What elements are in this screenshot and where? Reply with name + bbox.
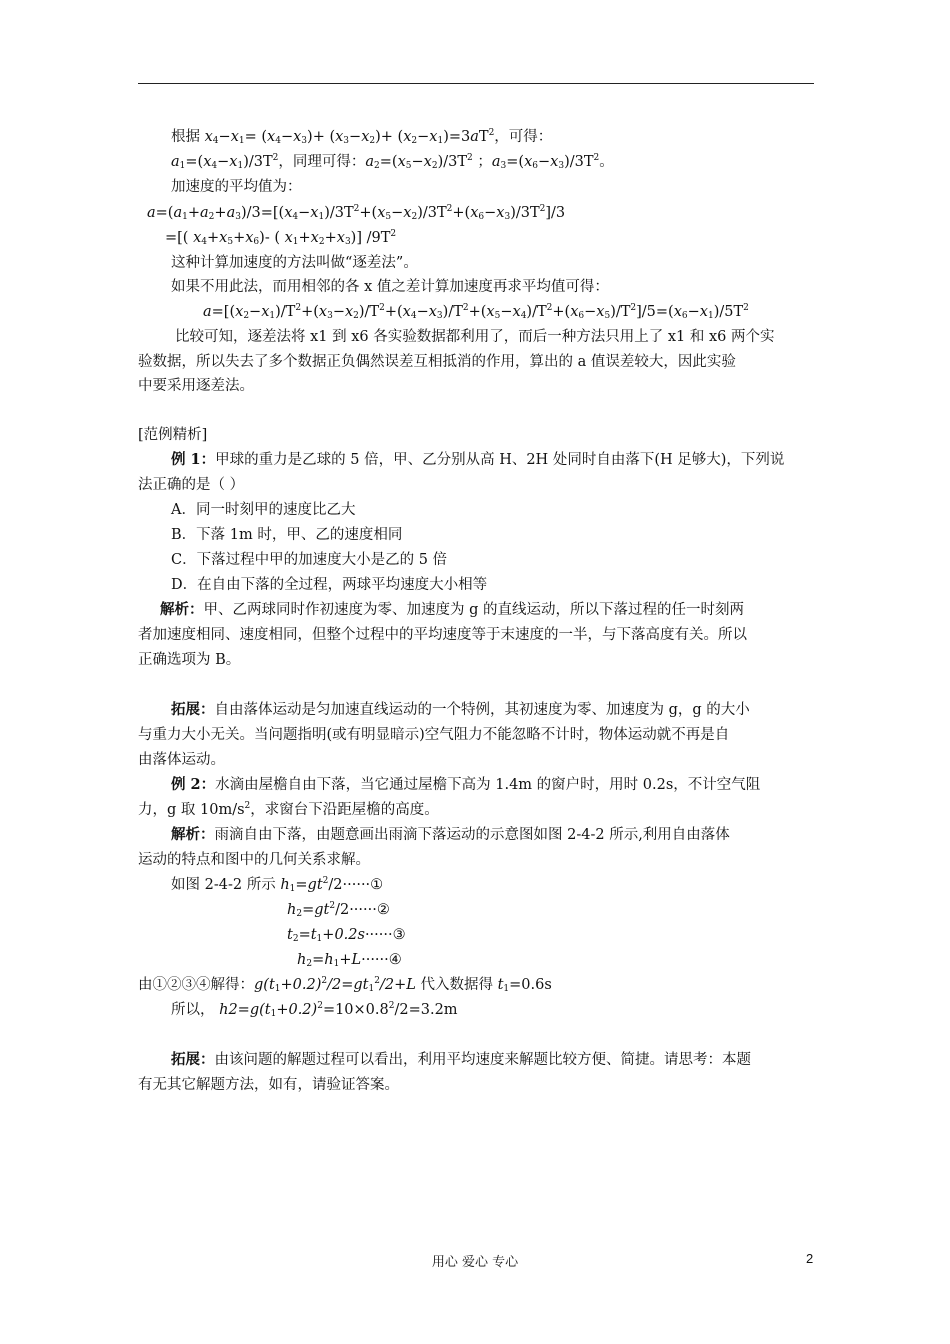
example-2-question: 例 2：水滴由屋檐自由下落，当它通过屋檐下高为 1.4m 的窗户时，用时 0.2s，不计空气阻 [171,776,761,793]
solve-line: 由①②③④解得：$g(t_1+0.2)^2/2=gt_1^2/2+L$ 代入数据得 $t_1=0.6s$ [138,976,552,994]
extension-1: 拓展：自由落体运动是匀加速直线运动的一个特例，其初速度为零、加速度为 g，g 的大小 [171,701,750,718]
equation-3: $t_2=t_1+0.2s\cdot\cdot\cdot\cdot\cdot\cdot ③$ [287,927,406,944]
formula-line-1: 根据 $x_4-x_1= (x_4-x_3)+ (x_3-x_2)+ (x_2-x_1)=3aT^2$，可得： [171,128,553,146]
formula-average: $a=(a_1+a_2+a_3)/3=[(x_4-x_1)/3T^2+(x_5-x_2)/3T^2+(x_6-x_3)/3T^2]/3$ [147,204,566,222]
formula-average-result: =[( $x_4+x_5+x_6)-$ ( $x_1+x_2+x_3$)] $/9T^2$ [165,229,397,247]
formula-alternative: $a=[(x_2-x_1)/T^2+(x_3-x_2)/T^2+(x_4-x_3)/T^2+(x_5-x_4)/T^2+(x_6-x_5)/T^2]/5=(x_6-x_1)/5T^2$ [203,303,749,321]
extension-1-line-3: 由落体运动。 [138,752,225,768]
result-line: 所以， $h2=g(t_1+0.2)^2=10\times 0.8^2/2=3.2m$ [171,1001,458,1019]
analysis-label: 解析： [160,601,204,618]
comparison-line-3: 中要采用逐差法。 [138,378,254,394]
header-rule [138,83,814,84]
example-1-question: 例 1：甲球的重力是乙球的 5 倍，甲、乙分别从高 H、2H 处同时自由落下(H 足够大)，下列说 [171,451,785,468]
equation-2: $h_2=gt^2/2\cdot\cdot\cdot\cdot\cdot\cdot ②$ [287,901,390,919]
example-2-question-cont: 力，g 取 $10m/s^2$，求窗台下沿距屋檐的高度。 [138,801,439,818]
comparison-line-1: 比较可知，逐差法将 x1 到 x6 各实验数据都利用了，而后一种方法只用上了 x1 和 x6 两个实 [175,329,775,345]
example-1-label: 例 1： [171,451,216,468]
comparison-line-2: 验数据，所以失去了多个数据正负偶然误差互相抵消的作用，算出的 a 值误差较大，因此实验 [138,354,736,370]
alternative-method-line: 如果不用此法，而用相邻的各 x 值之差计算加速度再求平均值可得： [171,279,609,295]
extension-label: 拓展： [171,701,215,718]
extension-1-line-2: 与重力大小无关。当问题指明(或有明显暗示)空气阻力不能忽略不计时，物体运动就不再是自 [138,727,730,743]
equation-1: 如图 2-4-2 所示 $h_1=gt^2/2\cdot\cdot\cdot\cdot\cdot\cdot ①$ [171,876,384,894]
example-1-analysis-2: 者加速度相同、速度相同，但整个过程中的平均速度等于末速度的一半，与下落高度有关。所以 [138,627,747,643]
option-c: C．下落过程中甲的加速度大小是乙的 5 倍 [171,552,448,568]
option-b: B．下落 1m 时，甲、乙的速度相同 [171,527,403,543]
extension-2: 拓展：由该问题的解题过程可以看出，利用平均速度来解题比较方便、简捷。请思考：本题 [171,1051,751,1068]
formula-line-2: $a_1=(x_4-x_1)/3T^2$，同理可得：$a_2=(x_5-x_2)/3T^2$ ；$a_3=(x_6-x_3)/3T^2$。 [171,153,614,171]
average-heading: 加速度的平均值为： [171,179,302,195]
example-2-label: 例 2： [171,776,216,793]
extension-label-2: 拓展： [171,1051,215,1068]
example-1-analysis-3: 正确选项为 B。 [138,652,241,668]
extension-2-line-2: 有无其它解题方法，如有，请验证答案。 [138,1077,399,1093]
option-a: A．同一时刻甲的速度比乙大 [171,502,356,518]
example-2-analysis-2: 运动的特点和图中的几何关系求解。 [138,852,370,868]
example-1-question-cont: 法正确的是（ ） [138,477,245,493]
method-name-line: 这种计算加速度的方法叫做“逐差法”。 [171,255,418,271]
equation-4: $h_2=h_1+L\cdot\cdot\cdot\cdot\cdot\cdot ④$ [297,952,402,969]
section-heading: [范例精析] [138,427,208,443]
option-d: D．在自由下落的全过程，两球平均速度大小相等 [171,577,488,593]
example-1-analysis: 解析：甲、乙两球同时作初速度为零、加速度为 g 的直线运动，所以下落过程的任一时刻两 [160,601,744,618]
page-number: 2 [806,1251,814,1266]
footer-text: 用心 爱心 专心 [431,1255,519,1270]
analysis-label-2: 解析： [171,826,215,843]
example-2-analysis: 解析：雨滴自由下落，由题意画出雨滴下落运动的示意图如图 2-4-2 所示,利用自由落体 [171,826,730,843]
